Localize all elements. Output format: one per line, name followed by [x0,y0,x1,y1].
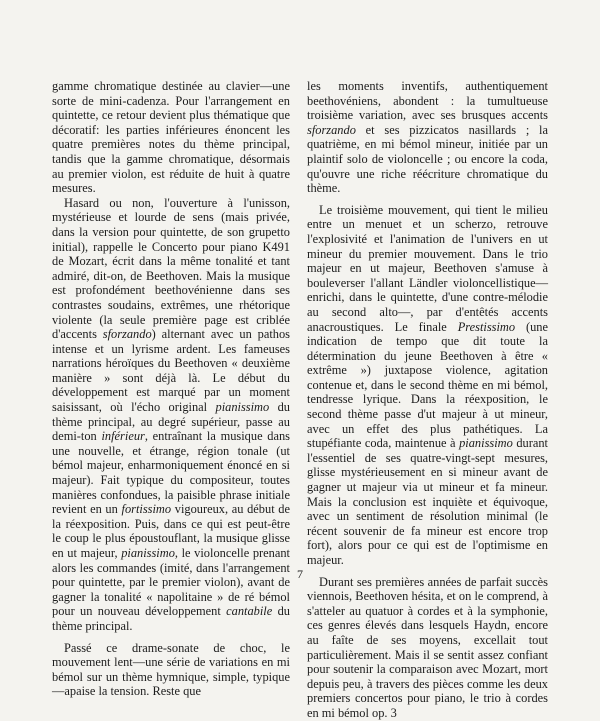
italic-term: cantabile [226,604,273,619]
italic-term: pianissimo [459,436,513,451]
italic-term: fortissimo [121,502,172,517]
paragraph: Durant ses premières années de parfait succès viennois, Beethoven hésita, et on le comprend, à s'atteler au quatuor à cordes et à la symphonie, ces genres élevés dans lesquels Haydn, encore au faîte de ses moyens, excellait tout particulièrement. Mais il se sentit assez confiant pour soutenir la comparaison avec Mozart, mort depuis peu, à travers des pièces comme les deux premiers concertos pour piano, le trio à cordes en mi bémol op. 3 [307,574,548,720]
paragraph: Hasard ou non, l'ouverture à l'unisson, mystérieuse et lourde de sens (mais privée, dans la version pour quintette, de son grupetto initial), rappelle le Concerto pour piano K491 de Mozart, écrit dans la même tonalité et tant admiré, dit-on, de Beethoven. Mais la musique est profondément beethovénienne dans ses contrastes soudains, extrêmes, une rhétorique violente (la seule première page est criblée d'accents sforzando) alternant avec un pathos intense et un lyrisme ardent. Les fameuses narrations héroïques du Beethoven « deuxième manière » sont déjà là. Le début du développement est marqué par un moment saisissant, où l'écho original pianissimo du thème principal, au degré supérieur, passe au demi-ton inférieur, entraînant la musique dans une nouvelle, et étrange, région tonale (ut bémol majeur, enharmoniquement énoncé en si majeur). Fait typique du compositeur, toutes manières confondues, la paisible phrase initiale revient en un fortissimo vigoureux, au début de la réexposition. Puis, dans ce qui est peut-être le coup le plus époustouflant, la musique glisse en ut majeur, pianissimo, le violoncelle prenant alors les commandes (imité, dans l'arrangement pour quintette, par le premier violon), avant de gagner la tonalité « napolitaine » de ré bémol pour un nouveau développement cantabile du thème principal. [52,195,291,633]
paragraph: Passé ce drame-sonate de choc, le mouvement lent—une série de variations en mi bémol sur un thème hymnique, simple, typique—apaise la tension. Reste que [52,640,290,699]
paragraph: gamme chromatique destinée au clavier—une sorte de mini-cadenza. Pour l'arrangement en quintette, ce retour devient plus thématique que décoratif: les parties inférieures énoncent les quatre premières notes du thème principal, tandis que la gamme chromatique, désormais au premier violon, est réduite de huit à quatre mesures. [52,79,290,196]
italic-term: Prestissimo [457,319,516,334]
italic-term: sforzando [307,122,356,137]
italic-term: pianissimo [215,400,270,415]
italic-term: pianissimo [121,546,175,560]
left-column [52,79,290,699]
italic-term: sforzando [102,327,152,342]
italic-term: inférieur [101,429,145,444]
paragraph: Le troisième mouvement, qui tient le milieu entre un menuet et un scherzo, retrouve l'explosivité et l'animation de l'univers en ut mineur du premier mouvement. Dans le trio majeur en ut majeur, Beethoven s'amuse à bouleverser l'allant Ländler violoncellistique—enrichi, dans le quintette, d'une contre-mélodie au second alto—, par d'entêtés accents anacroustiques. Le finale Prestissimo (une indication de tempo que dit toute la détermination du jeune Beethoven à être « extrême ») juxtapose violence, agitation contenue et, dans le second thème en mi bémol, tendresse lyrique. Dans la réexposition, le second thème passe d'ut majeur à ut mineur, avec un effet des plus pathétiques. La stupéfiante coda, maintenue à pianissimo durant l'essentiel de ses quatre-vingt-sept mesures, glisse mystérieusement en si mineur avant de gagner ut majeur via ut mineur et fa mineur. Mais la conclusion est inquiète et équivoque, avec un sentiment de résolution minimal (le récent souvenir de fa mineur est encore trop fort), alors pour ce qui est de l'optimisme en majeur. [307,202,548,567]
right-column [307,79,548,721]
paragraph: les moments inventifs, authentiquement beethovéniens, abondent : la tumultueuse troisième variation, avec ses brusques accents sforzando et ses pizzicatos nasillards ; la quatrième, en mi bémol mineur, initiée par un plaintif solo de violoncelle ; ou encore la coda, qu'ouvre une riche réécriture chromatique du thème. [307,79,548,196]
page-number: 7 [297,567,303,581]
